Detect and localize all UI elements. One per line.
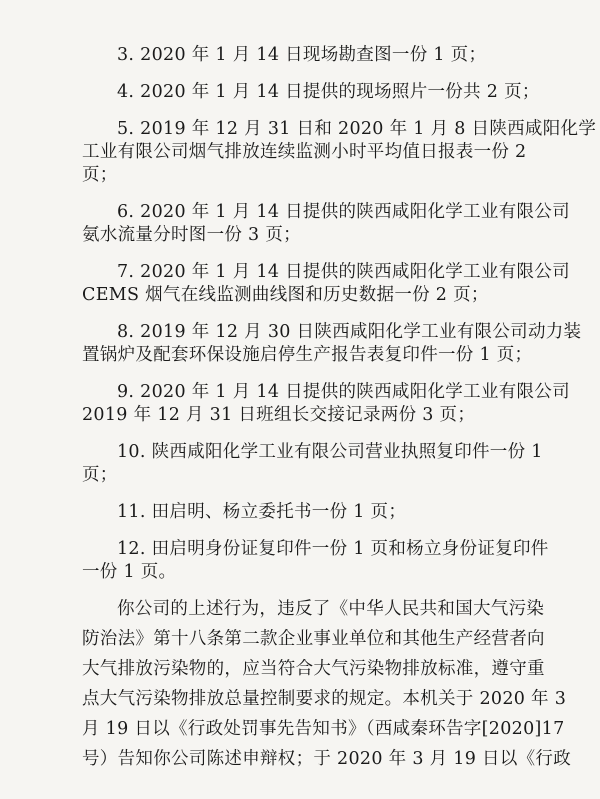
evidence-item-5 [82,118,597,187]
item-line: 页； [82,465,118,485]
item-line: 3. 2020 年 1 月 14 日现场勘查图一份 1 页； [117,45,487,65]
evidence-item-10 [82,441,543,487]
paragraph-line: 大气排放污染物的，应当符合大气污染物排放标准，遵守重 [82,659,545,679]
item-line: 氨水流量分时图一份 3 页； [82,225,301,245]
item-line: 2019 年 12 月 31 日班组长交接记录两份 3 页； [82,405,476,425]
item-line: CEMS 烟气在线监测曲线图和历史数据一份 2 页； [82,285,489,305]
item-line: 7. 2020 年 1 月 14 日提供的陕西咸阳化学工业有限公司 [117,262,570,282]
evidence-item-7 [82,261,570,307]
item-line: 4. 2020 年 1 月 14 日提供的现场照片一份共 2 页； [117,82,540,102]
item-line: 12. 田启明身份证复印件一份 1 页和杨立身份证复印件 [117,539,549,559]
paragraph-line: 防治法》第十八条第二款企业事业单位和其他生产经营者向 [82,629,545,649]
body-paragraph [82,598,572,771]
item-line: 5. 2019 年 12 月 31 日和 2020 年 1 月 8 日陕西咸阳化学 [117,119,597,139]
paragraph-line: 点大气污染物排放总量控制要求的规定。本机关于 2020 年 3 [82,689,567,709]
item-line: 10. 陕西咸阳化学工业有限公司营业执照复印件一份 1 [117,442,543,462]
evidence-item-9 [82,381,570,427]
item-line: 8. 2019 年 12 月 30 日陕西咸阳化学工业有限公司动力装 [117,322,582,342]
item-line: 置锅炉及配套环保设施启停生产报告表复印件一份 1 页； [82,345,533,365]
evidence-item-6 [82,201,570,247]
item-line: 工业有限公司烟气排放连续监测小时平均值日报表一份 2 [82,142,527,162]
item-line: 一份 1 页。 [82,562,177,582]
evidence-item-11 [82,501,522,524]
item-line: 9. 2020 年 1 月 14 日提供的陕西咸阳化学工业有限公司 [117,382,570,402]
paragraph-line: 号）告知你公司陈述申辩权；于 2020 年 3 月 19 日以《行政 [82,749,572,769]
item-line: 页； [82,165,118,185]
evidence-item-4 [82,81,540,104]
paragraph-line: 月 19 日以《行政处罚事先告知书》（西咸秦环告字[2020]17 [82,719,565,739]
paragraph-line: 你公司的上述行为，违反了《中华人民共和国大气污染 [117,599,545,619]
item-line: 6. 2020 年 1 月 14 日提供的陕西咸阳化学工业有限公司 [117,202,570,222]
item-line: 11. 田启明、杨立委托书一份 1 页； [117,502,407,522]
evidence-item-12 [82,538,549,584]
evidence-item-3 [82,44,522,67]
evidence-item-8 [82,321,582,367]
